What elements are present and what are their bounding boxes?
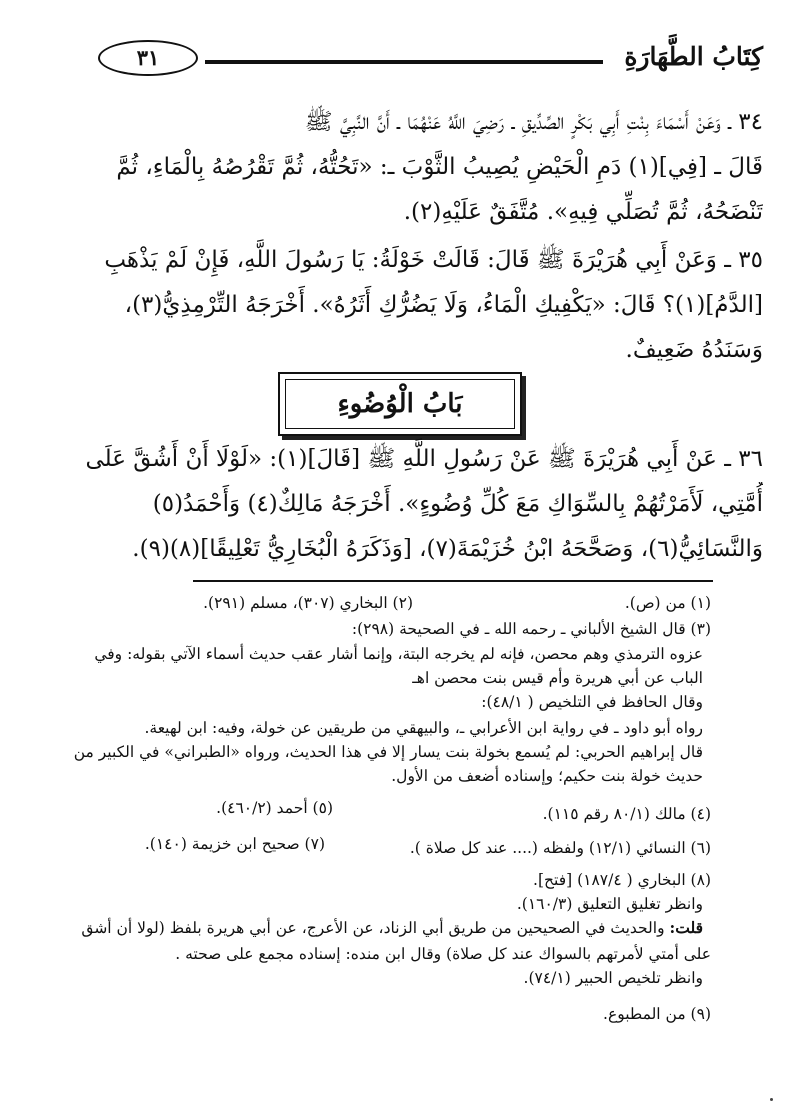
header-rule <box>205 60 603 64</box>
footnote-8-head: (٨) البخاري ( ١٨٧/٤) [فتح]. <box>533 871 711 889</box>
hadith-34 <box>48 100 763 235</box>
footnote-9: (٩) من المطبوع. <box>603 1005 711 1023</box>
footnote-separator <box>193 580 713 582</box>
footnote-7: (٧) صحيح ابن خزيمة (١٤٠). <box>144 835 325 853</box>
footnote-8-line: على أمتي لأمرتهم بالسواك عند كل صلاة) وقال ابن منده: إسناده مجمع على صحته . <box>175 945 711 963</box>
hadith-35-line-2: [الدَّمُ](١)؟ قَالَ: «يَكْفِيكِ الْمَاءُ، وَلَا يَضُرُّكِ أَثَرُهُ». أَخْرَجَهُ التِّرْمِذِيُّ(٣)، <box>124 292 763 318</box>
hadith-34-line-2: قَالَ ـ [فِي](١) دَمِ الْحَيْضِ يُصِيبُ الثَّوْبَ ـ: «تَحُتُّهُ، ثُمَّ تَقْرُصُهُ بِالْمَاءِ، ثُمَّ <box>116 154 763 180</box>
footnote-6: (٦) النسائي (١٢/١) ولفظه (.... عند كل صلاة ). <box>409 839 711 857</box>
hadith-35-line-1: ٣٥ ـ وَعَنْ أَبِي هُرَيْرَةَ ﷺ قَالَ: قَالَتْ خَوْلَةُ: يَا رَسُولَ اللَّهِ، فَإِنْ لَمْ يَذْهَبِ <box>104 247 763 273</box>
footnote-2: (٢) البخاري (٣٠٧)، مسلم (٢٩١). <box>203 594 413 612</box>
page-number: ٣١ <box>98 40 198 76</box>
footnote-3-line: الباب عن أبي هريرة وأم قيس بنت محصن اهـ <box>412 669 703 687</box>
book-section-title: كِتَابُ الطَّهَارَةِ <box>624 42 763 71</box>
hadith-35-line-3: وَسَنَدُهُ ضَعِيفٌ. <box>625 337 763 363</box>
footnote-8-text: والحديث في الصحيحين من طريق أبي الزناد، عن الأعرج، عن أبي هريرة بلفظ (لولا أن أشق <box>81 919 665 937</box>
footnote-8-line: وانظر تغليق التعليق (١٦٠/٣). <box>516 895 703 913</box>
footnote-4: (٤) مالك (٨٠/١ رقم ١١٥). <box>542 805 711 823</box>
chapter-title-box <box>278 372 522 436</box>
footnote-3-line: حديث خولة بنت حكيم؛ وإسناده أضعف من الأول. <box>391 767 703 785</box>
chapter-title: بَابُ الْوُضُوءِ <box>285 379 515 429</box>
footnote-5: (٥) أحمد (٤٦٠/٢). <box>216 799 333 817</box>
page-dot <box>770 1098 773 1101</box>
hadith-35 <box>48 238 763 373</box>
footnote-8-line <box>70 916 703 940</box>
footnote-3-line: وقال الحافظ في التلخيص ( ٤٨/١): <box>481 693 703 711</box>
footnote-3-head: (٣) قال الشيخ الألباني ـ رحمه الله ـ في الصحيحة (٢٩٨): <box>351 620 711 638</box>
hadith-36-line-2: أُمَّتِي، لَأَمَرْتُهُمْ بِالسِّوَاكِ مَعَ كُلِّ وُضُوءٍ». أَخْرَجَهُ مَالِكٌ(٤) وَأَحْمَدُ(٥) <box>152 491 763 517</box>
footnote-3-line: رواه أبو داود ـ في رواية ابن الأعرابي ـ، والبيهقي من طريقين عن خولة، وفيه: ابن لهيعة. <box>144 719 703 737</box>
footnote-3-line: قال إبراهيم الحربي: لم يُسمع بخولة بنت يسار إلا في هذا الحديث، ورواه «الطبراني» في الكبير من <box>73 743 703 761</box>
hadith-36-line-1: ٣٦ ـ عَنْ أَبِي هُرَيْرَةَ ﷺ عَنْ رَسُولِ اللَّهِ ﷺ [قَالَ](١): «لَوْلَا أَنْ أَشُقَّ عَلَى <box>85 446 763 472</box>
footnote-1: (١) من (ص). <box>624 594 711 612</box>
footnote-8-line: وانظر تلخيص الحبير (٧٤/١). <box>523 969 703 987</box>
footnote-8-qalt: قلت: <box>669 918 703 937</box>
hadith-36 <box>48 437 763 572</box>
hadith-34-line-3: تَنْضَحُهُ، ثُمَّ تُصَلِّي فِيهِ». مُتَّفَقٌ عَلَيْهِ(٢). <box>403 199 763 225</box>
footnote-3-line: عزوه الترمذي وهم محصن، فإنه لم يخرجه البتة، وإنما أشار عقب حديث أسماء الآتي بقوله: وفي <box>94 645 703 663</box>
hadith-36-line-3: وَالنَّسَائِيُّ(٦)، وَصَحَّحَهُ ابْنُ خُزَيْمَةَ(٧)، [وَذَكَرَهُ الْبُخَارِيُّ تَعْلِيقًا](٨)(٩). <box>132 536 763 562</box>
hadith-34-line-1: ٣٤ ـ وَعَنْ أَسْمَاءَ بِنْتِ أَبِي بَكْرٍ الصِّدِّيقِ ـ رَضِيَ اللَّهُ عَنْهُمَا ـ أَنَّ النَّبِيَّ ﷺ <box>304 109 763 135</box>
